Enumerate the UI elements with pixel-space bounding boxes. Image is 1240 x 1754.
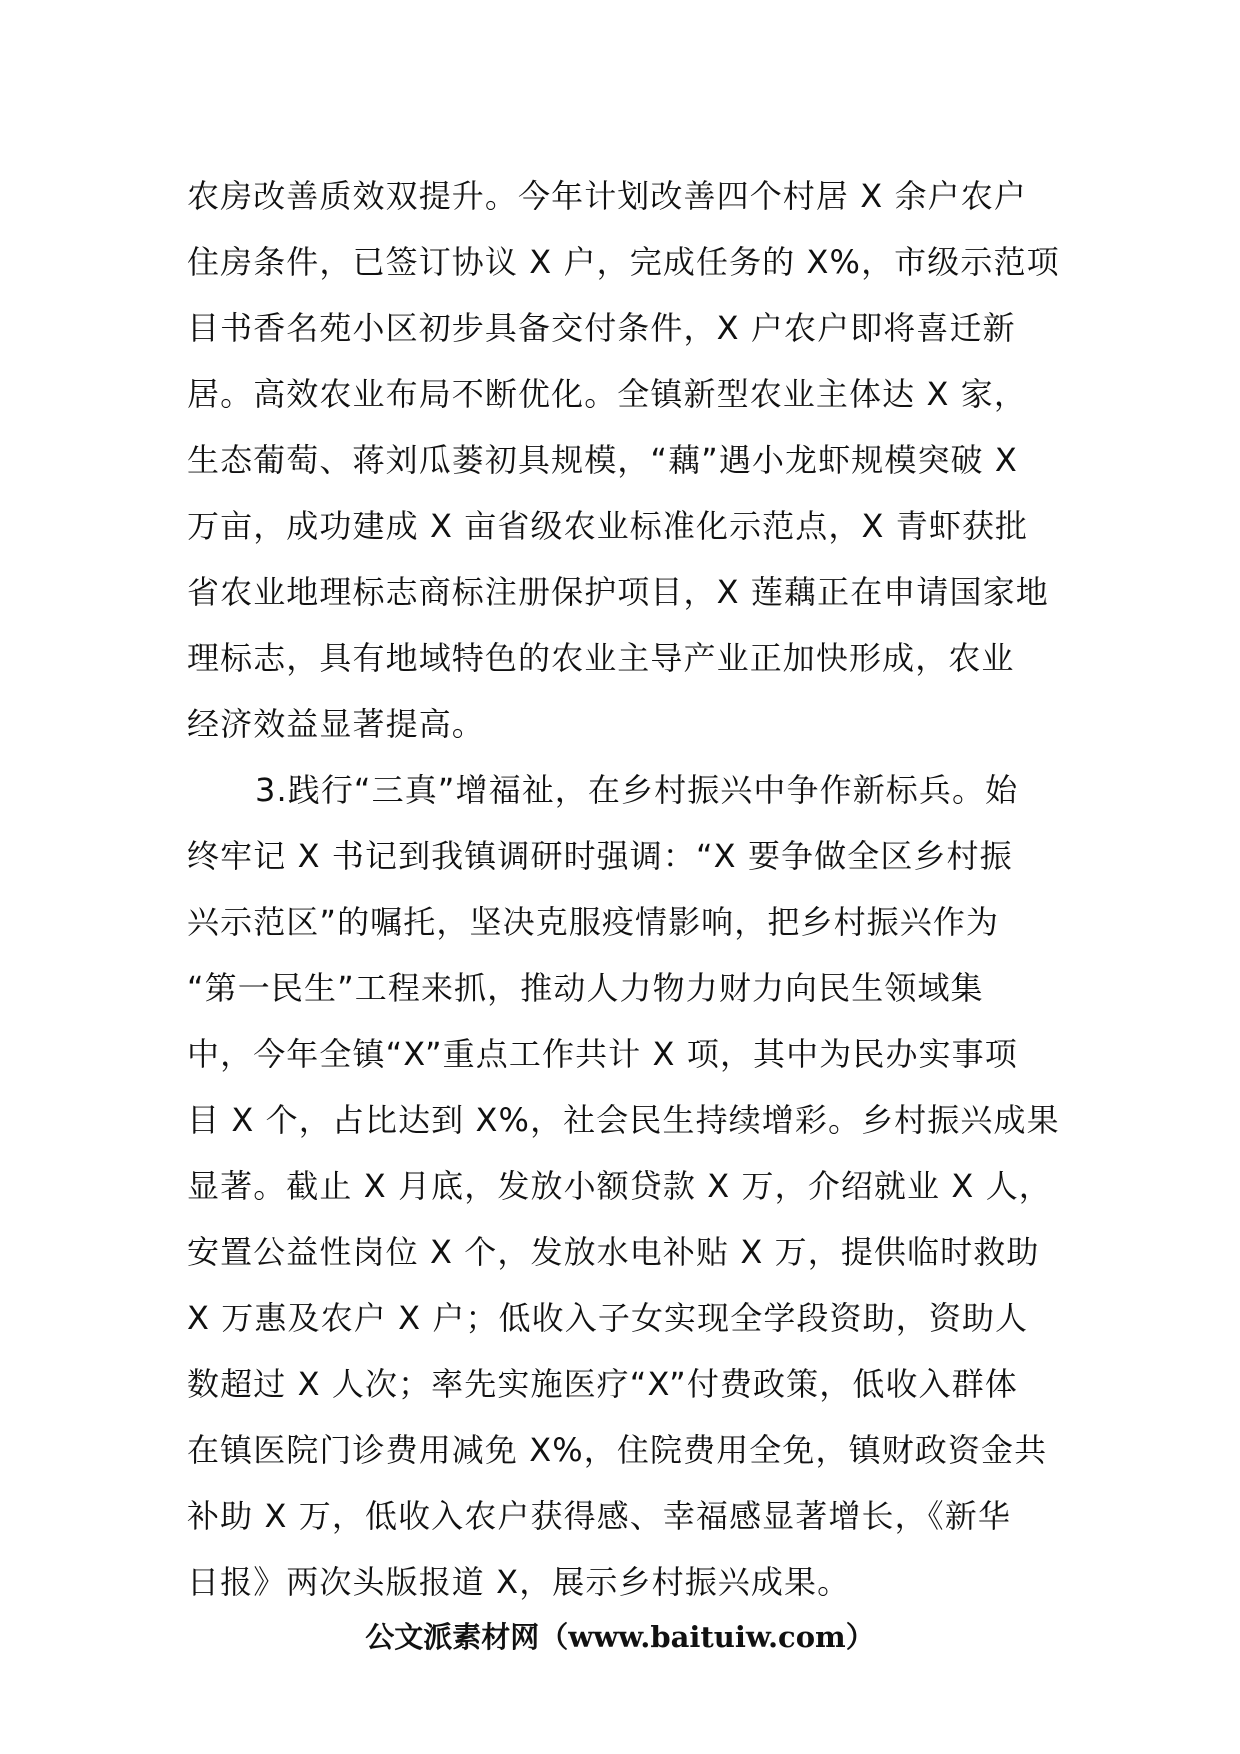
- text-line: 补助 X 万，低收入农户获得感、幸福感显著增长，《新华: [187, 1497, 1011, 1535]
- text-line: 生态葡萄、蒋刘瓜蒌初具规模，“藕”遇小龙虾规模突破 X: [187, 441, 1018, 479]
- text-line: 中，今年全镇“X”重点工作共计 X 项，其中为民办实事项: [187, 1035, 1018, 1073]
- text-line: 兴示范区”的嘱托，坚决克服疫情影响，把乡村振兴作为: [187, 903, 1000, 941]
- body-text: [187, 163, 1060, 1615]
- footer-source: 公文派素材网（www.baituiw.com）: [365, 1620, 875, 1654]
- text-line: “第一民生”工程来抓，推动人力物力财力向民生领域集: [187, 969, 984, 1007]
- text-line: 万亩，成功建成 X 亩省级农业标准化示范点，X 青虾获批: [187, 507, 1029, 545]
- paragraph-2: [187, 757, 1060, 1615]
- text-line: 目书香名苑小区初步具备交付条件，X 户农户即将喜迁新: [187, 309, 1016, 347]
- text-line: 日报》两次头版报道 X，展示乡村振兴成果。: [187, 1563, 851, 1601]
- text-line: 住房条件，已签订协议 X 户，完成任务的 X%，市级示范项: [187, 243, 1060, 281]
- text-line: 经济效益显著提高。: [187, 705, 485, 743]
- paragraph-1: [187, 163, 1060, 757]
- text-line: 显著。截止 X 月底，发放小额贷款 X 万，介绍就业 X 人，: [187, 1167, 1052, 1205]
- text-line: 省农业地理标志商标注册保护项目，X 莲藕正在申请国家地: [187, 573, 1049, 611]
- text-line: 3.践行“三真”增福祉，在乡村振兴中争作新标兵。始: [255, 771, 1019, 809]
- text-line: 理标志，具有地域特色的农业主导产业正加快形成，农业: [187, 639, 1015, 677]
- text-line: 在镇医院门诊费用减免 X%，住院费用全免，镇财政资金共: [187, 1431, 1048, 1469]
- text-line: X 万惠及农户 X 户；低收入子女实现全学段资助，资助人: [187, 1299, 1029, 1337]
- text-line: 终牢记 X 书记到我镇调研时强调：“X 要争做全区乡村振: [187, 837, 1013, 875]
- text-line: 目 X 个，占比达到 X%，社会民生持续增彩。乡村振兴成果: [187, 1101, 1060, 1139]
- text-line: 居。高效农业布局不断优化。全镇新型农业主体达 X 家，: [187, 375, 1027, 413]
- text-line: 数超过 X 人次；率先实施医疗“X”付费政策，低收入群体: [187, 1365, 1018, 1403]
- text-line: 安置公益性岗位 X 个，发放水电补贴 X 万，提供临时救助: [187, 1233, 1040, 1271]
- text-line: 农房改善质效双提升。今年计划改善四个村居 X 余户农户: [187, 177, 1027, 215]
